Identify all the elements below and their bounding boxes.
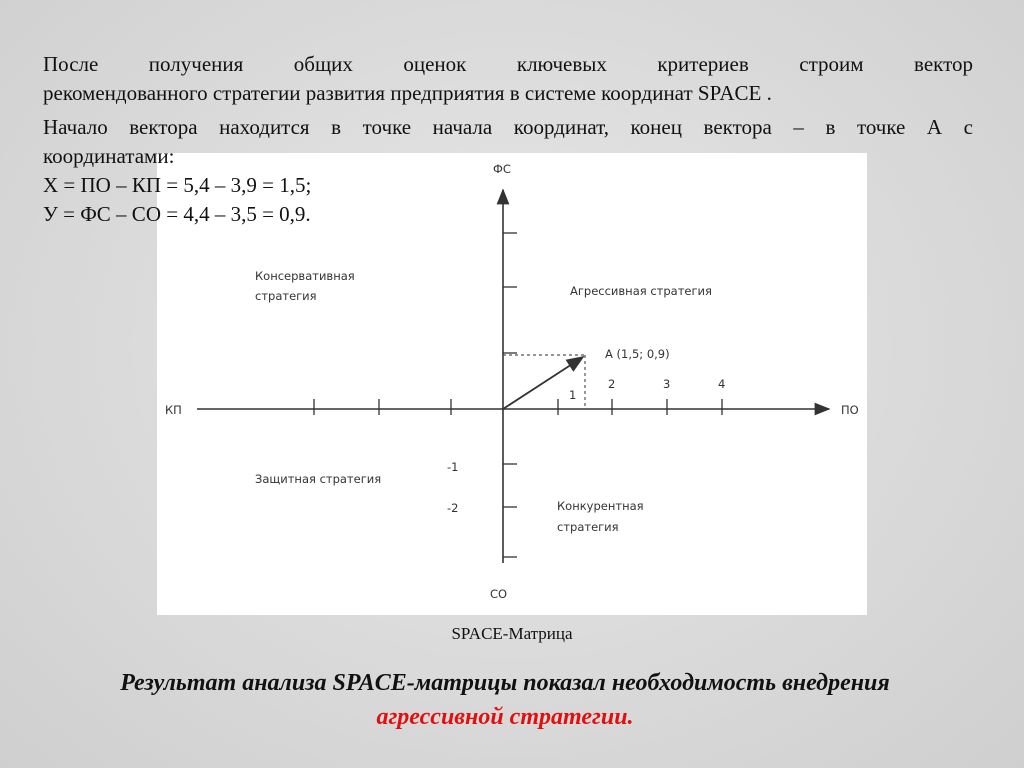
axis-label-so: СО (490, 587, 508, 601)
axis-label-po: ПО (841, 403, 859, 417)
quadrant-conservative-line-1: Консервативная (255, 269, 355, 283)
axis-label-fs: ФС (493, 162, 511, 176)
body-text-line-1: После получения общих оценок ключевых критериев строим вектор (43, 52, 973, 76)
x-tick-label-4: 4 (718, 377, 726, 391)
quadrant-competitive-line-2: стратегия (557, 520, 619, 534)
body-text-line-2: рекомендованного стратегии развития предприятия в системе координат SPACE . (43, 81, 772, 105)
x-tick-label-2: 2 (608, 377, 616, 391)
figure-caption: SPACE-Матрица (451, 624, 573, 643)
point-a-label: А (1,5; 0,9) (605, 347, 670, 361)
conclusion-accent: агрессивной стратегии. (376, 704, 634, 730)
x-tick-label-1: 1 (569, 388, 577, 402)
y-tick-label-minus-2: -2 (447, 501, 459, 515)
formula-x: X = ПО – КП = 5,4 – 3,9 = 1,5; (43, 173, 312, 197)
quadrant-defensive: Защитная стратегия (255, 472, 382, 486)
body-text-line-4: координатами: (43, 144, 175, 168)
quadrant-aggressive: Агрессивная стратегия (570, 284, 712, 298)
body-text-line-3: Начало вектора находится в точке начала координат, конец вектора – в точке А с (43, 115, 973, 139)
formula-y: У = ФС – СО = 4,4 – 3,5 = 0,9. (43, 202, 311, 226)
y-tick-label-minus-1: -1 (447, 460, 459, 474)
conclusion-text: Результат анализа SPACE-матрицы показал необходимость внедрения (120, 670, 890, 696)
x-tick-label-3: 3 (663, 377, 671, 391)
quadrant-conservative-line-2: стратегия (255, 289, 317, 303)
quadrant-competitive-line-1: Конкурентная (557, 499, 644, 513)
conclusion (0, 666, 1010, 734)
axis-label-kp: КП (165, 403, 182, 417)
